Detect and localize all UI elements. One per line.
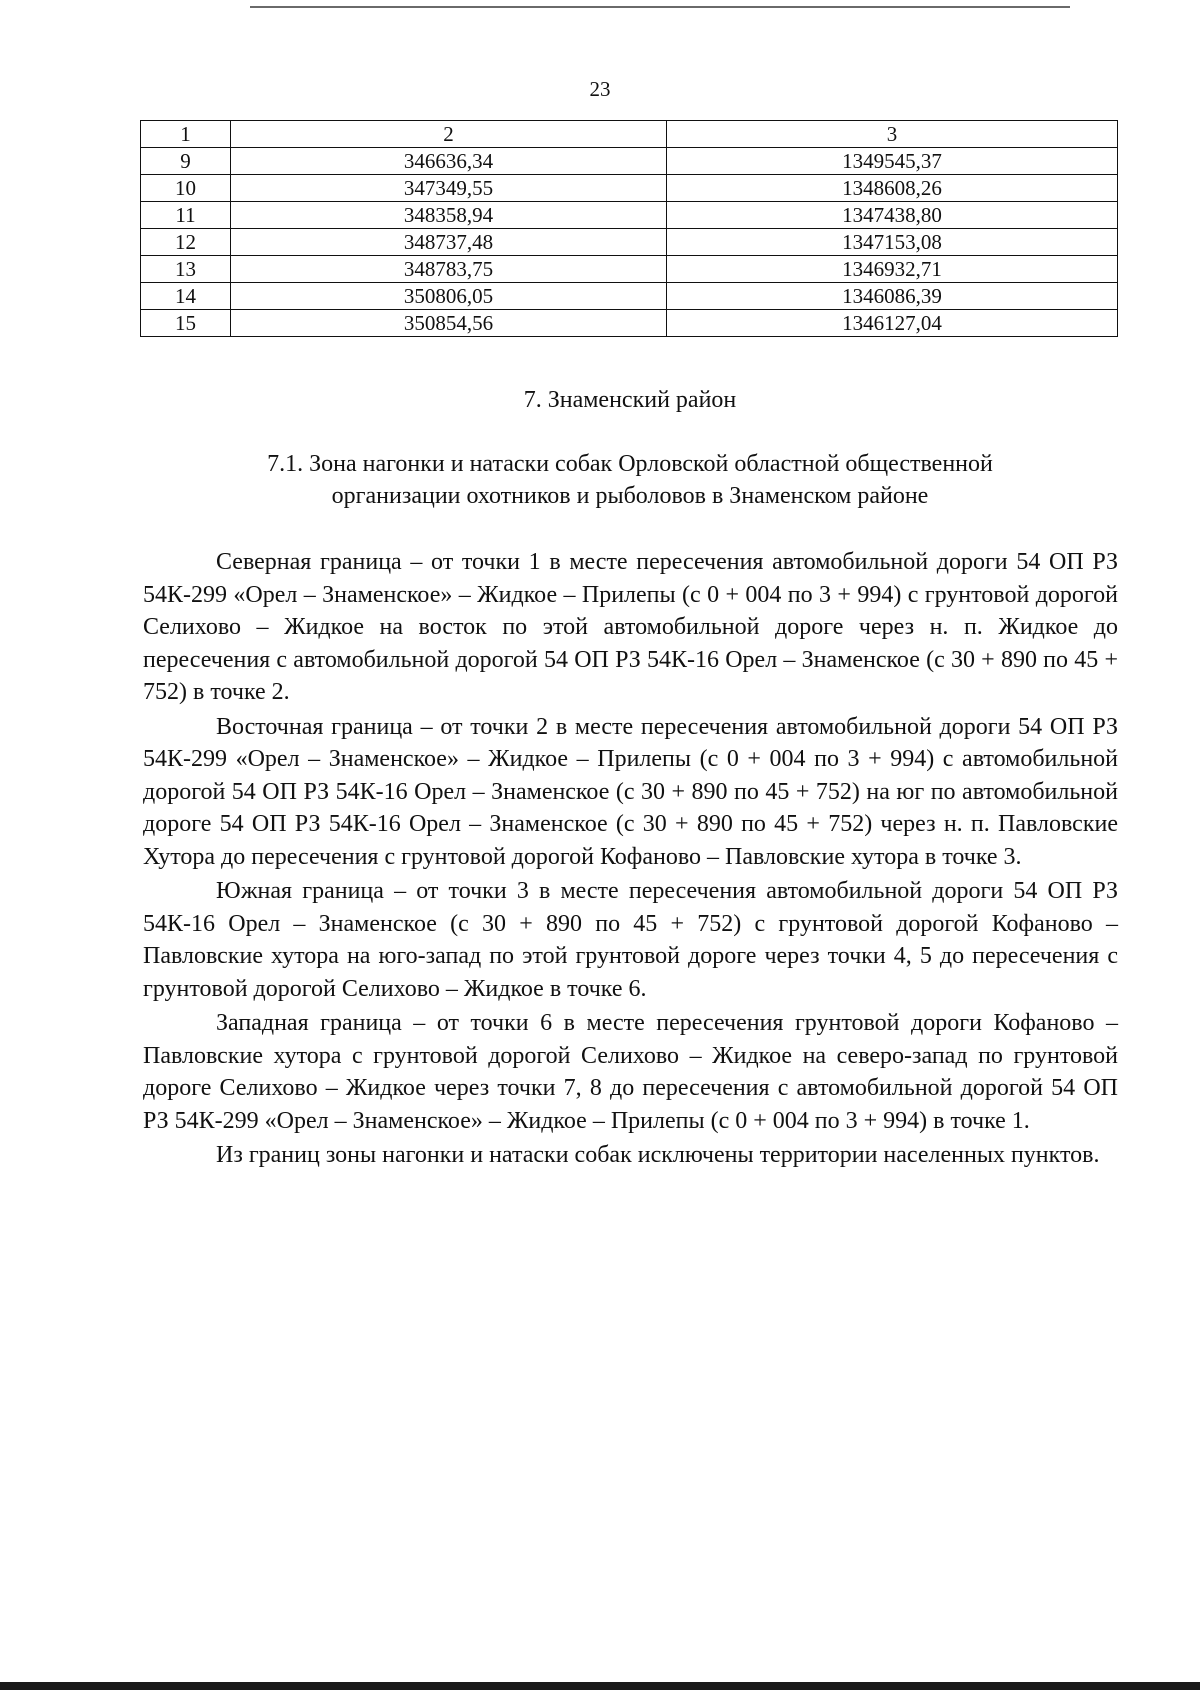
table-header-cell: 3 <box>667 121 1118 148</box>
point-number-cell: 15 <box>141 310 231 337</box>
subsection-heading-line: организации охотников и рыболовов в Знаменском районе <box>331 483 929 509</box>
subsection-heading <box>130 448 1130 512</box>
south-boundary-paragraph: Южная граница – от точки 3 в месте пересечения автомобильной дороги 54 ОП РЗ 54К-16 Орел – Знаменское (с 30 + 890 по 45 + 752) с грунтовой дорогой Кофаново – Павловские хутора на юго-запад по этой грунтовой дороге через точки 4, 5 до пересечения с грунтовой дорогой Селихово – Жидкое в точке 6. <box>143 878 1118 1002</box>
x-coordinate-cell: 348358,94 <box>231 202 667 229</box>
table-row <box>141 148 1118 175</box>
point-number-cell: 9 <box>141 148 231 175</box>
x-coordinate-cell: 346636,34 <box>231 148 667 175</box>
table-row <box>141 256 1118 283</box>
y-coordinate-cell: 1347438,80 <box>667 202 1118 229</box>
point-number-cell: 10 <box>141 175 231 202</box>
scan-top-edge-line <box>250 6 1070 8</box>
x-coordinate-cell: 347349,55 <box>231 175 667 202</box>
y-coordinate-cell: 1347153,08 <box>667 229 1118 256</box>
point-number-cell: 14 <box>141 283 231 310</box>
y-coordinate-cell: 1348608,26 <box>667 175 1118 202</box>
point-number-cell: 12 <box>141 229 231 256</box>
point-number-cell: 11 <box>141 202 231 229</box>
point-number-cell: 13 <box>141 256 231 283</box>
table-row <box>141 310 1118 337</box>
x-coordinate-cell: 350854,56 <box>231 310 667 337</box>
table-row <box>141 229 1118 256</box>
north-boundary-paragraph: Северная граница – от точки 1 в месте пересечения автомобильной дороги 54 ОП РЗ 54К-299 «Орел – Знаменское» – Жидкое – Прилепы (с 0 + 004 по 3 + 994) с грунтовой дорогой Селихово – Жидкое на восток по этой автомобильной дороге через н. п. Жидкое до пересечения с автомобильной дорогой 54 ОП РЗ 54К-16 Орел – Знаменское (с 30 + 890 по 45 + 752) в точке 2. <box>143 549 1118 705</box>
y-coordinate-cell: 1346127,04 <box>667 310 1118 337</box>
document-body <box>143 546 1118 1174</box>
y-coordinate-cell: 1346932,71 <box>667 256 1118 283</box>
scan-bottom-edge-line <box>0 1682 1200 1690</box>
table-row <box>141 175 1118 202</box>
exclusion-paragraph: Из границ зоны нагонки и натаски собак исключены территории населенных пунктов. <box>216 1142 1100 1168</box>
table-header-cell: 1 <box>141 121 231 148</box>
table-header-cell: 2 <box>231 121 667 148</box>
page-number: 23 <box>589 77 611 101</box>
coordinates-table <box>140 120 1118 337</box>
table-header-row <box>141 121 1118 148</box>
table-row <box>141 202 1118 229</box>
x-coordinate-cell: 350806,05 <box>231 283 667 310</box>
west-boundary-paragraph: Западная граница – от точки 6 в месте пересечения грунтовой дороги Кофаново – Павловские хутора с грунтовой дорогой Селихово – Жидкое на северо-запад по грунтовой дороге Селихово – Жидкое через точки 7, 8 до пересечения с автомобильной дорогой 54 ОП РЗ 54К-299 «Орел – Знаменское» – Жидкое – Прилепы (с 0 + 004 по 3 + 994) в точке 1. <box>143 1010 1118 1134</box>
table-row <box>141 283 1118 310</box>
y-coordinate-cell: 1349545,37 <box>667 148 1118 175</box>
x-coordinate-cell: 348737,48 <box>231 229 667 256</box>
east-boundary-paragraph: Восточная граница – от точки 2 в месте пересечения автомобильной дороги 54 ОП РЗ 54К-299 «Орел – Знаменское» – Жидкое – Прилепы (с 0 + 004 по 3 + 994) с автомобильной дорогой 54 ОП РЗ 54К-16 Орел – Знаменское (с 30 + 890 по 45 + 752) на юг по автомобильной дороге 54 ОП РЗ 54К-16 Орел – Знаменское (с 30 + 890 по 45 + 752) через н. п. Павловские Хутора до пересечения с грунтовой дорогой Кофаново – Павловские хутора в точке 3. <box>143 713 1118 870</box>
y-coordinate-cell: 1346086,39 <box>667 283 1118 310</box>
subsection-heading-line: 7.1. Зона нагонки и натаски собак Орловской областной общественной <box>267 451 993 477</box>
section-heading: 7. Знаменский район <box>523 387 737 413</box>
x-coordinate-cell: 348783,75 <box>231 256 667 283</box>
